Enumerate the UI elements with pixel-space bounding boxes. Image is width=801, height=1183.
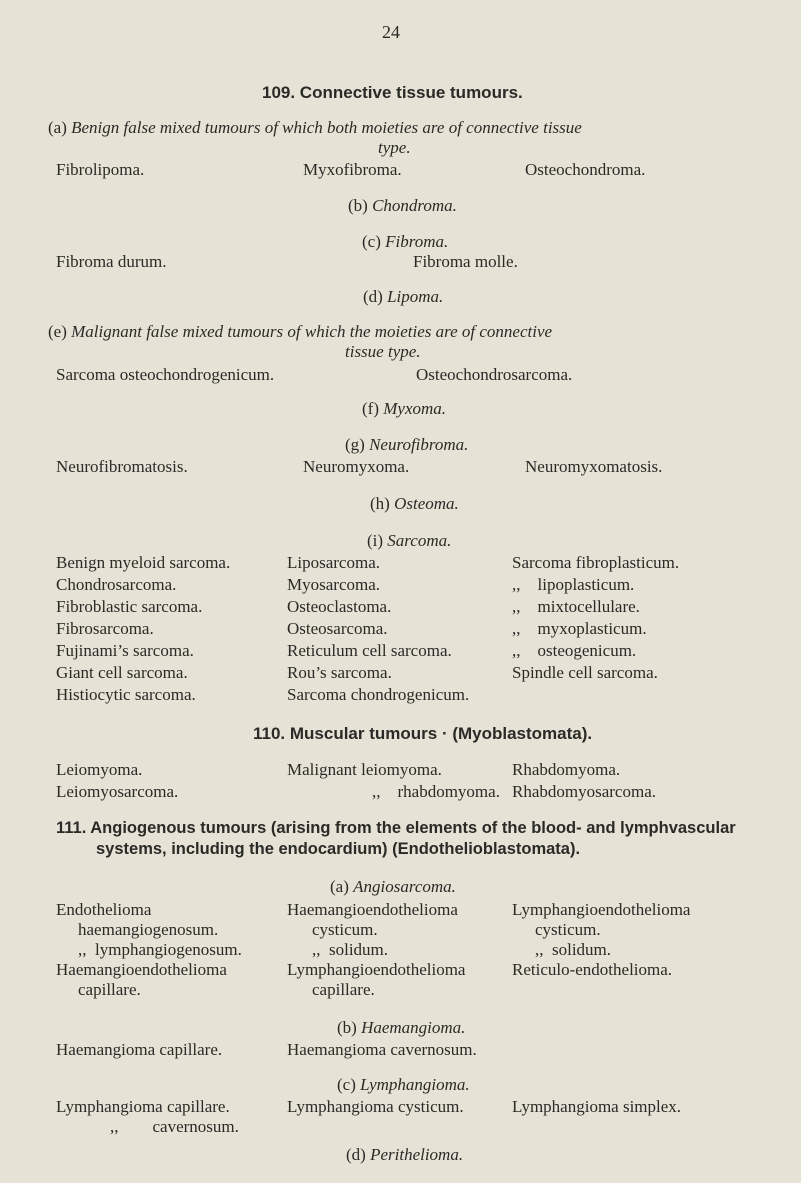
list-item: Myxofibroma. <box>303 160 402 179</box>
list-item: Osteochondroma. <box>525 160 646 179</box>
list-item: Lymphangioendothelioma <box>512 900 691 919</box>
subsection-a-line2: type. <box>378 138 411 157</box>
list-item: ,, solidum. <box>312 940 389 959</box>
list-item: Osteoclastoma. <box>287 597 392 616</box>
list-item: Histiocytic sarcoma. <box>56 685 196 704</box>
list-item: Fibroblastic sarcoma. <box>56 597 203 616</box>
section-111-heading-line2: systems, including the endocardium) (Endothelioblastomata). <box>96 840 581 858</box>
subsection-e-line2: tissue type. <box>345 342 421 361</box>
list-item: Reticulum cell sarcoma. <box>287 641 452 660</box>
subsection-f-label: (f) Myxoma. <box>362 399 447 418</box>
list-item: Sarcoma chondrogenicum. <box>287 685 470 704</box>
list-item: Reticulo-endothelioma. <box>512 960 673 979</box>
list-item: capillare. <box>78 980 141 999</box>
list-item: Haemangioendothelioma <box>56 960 227 979</box>
list-item: cysticum. <box>312 920 378 939</box>
subsection-g-label: (g) Neurofibroma. <box>345 435 469 454</box>
list-item: Fibrosarcoma. <box>56 619 154 638</box>
list-item: Lymphangioendothelioma <box>287 960 466 979</box>
list-item: Osteochondrosarcoma. <box>416 365 573 384</box>
subsection-111b-label: (b) Haemangioma. <box>337 1018 466 1037</box>
subsection-i-label: (i) Sarcoma. <box>367 531 452 550</box>
list-item: Fujinami’s sarcoma. <box>56 641 194 660</box>
page-number: 24 <box>382 22 400 42</box>
list-item: cysticum. <box>535 920 601 939</box>
subsection-111d-label: (d) Perithelioma. <box>346 1145 464 1164</box>
list-item: Rhabdomyoma. <box>512 760 621 779</box>
list-item: Lymphangioma capillare. <box>56 1097 230 1116</box>
list-item: Neuromyxomatosis. <box>525 457 663 476</box>
list-item: Chondrosarcoma. <box>56 575 177 594</box>
list-item: Benign myeloid sarcoma. <box>56 553 231 572</box>
list-item: haemangiogenosum. <box>78 920 219 939</box>
list-item: ,, mixtocellulare. <box>512 597 640 616</box>
list-item: Haemangioma capillare. <box>56 1040 223 1059</box>
list-item: Malignant leiomyoma. <box>287 760 442 779</box>
subsection-d-label: (d) Lipoma. <box>363 287 444 306</box>
list-item: ,, rhabdomyoma. <box>372 782 500 801</box>
list-item: Rou’s sarcoma. <box>287 663 392 682</box>
list-item: Myosarcoma. <box>287 575 381 594</box>
list-item: Fibrolipoma. <box>56 160 145 179</box>
list-item: Sarcoma osteochondrogenicum. <box>56 365 275 384</box>
list-item: Endothelioma <box>56 900 152 919</box>
list-item: capillare. <box>312 980 375 999</box>
list-item: Neurofibromatosis. <box>56 457 188 476</box>
list-item: ,, osteogenicum. <box>512 641 637 660</box>
subsection-c-label: (c) Fibroma. <box>362 232 449 251</box>
list-item: ,, lipoplasticum. <box>512 575 635 594</box>
list-item: Haemangioendothelioma <box>287 900 458 919</box>
subsection-h-label: (h) Osteoma. <box>370 494 459 513</box>
list-item: Leiomyoma. <box>56 760 143 779</box>
list-item: Leiomyosarcoma. <box>56 782 179 801</box>
list-item: Neuromyxoma. <box>303 457 410 476</box>
list-item: Sarcoma fibroplasticum. <box>512 553 680 572</box>
list-item: Haemangioma cavernosum. <box>287 1040 477 1059</box>
list-item: Rhabdomyosarcoma. <box>512 782 656 801</box>
subsection-111a-label: (a) Angiosarcoma. <box>330 877 456 896</box>
list-item: Lymphangioma simplex. <box>512 1097 682 1116</box>
list-item: ,, myxoplasticum. <box>512 619 647 638</box>
subsection-e-line1: (e) Malignant false mixed tumours of which the moieties are of connective <box>48 322 553 341</box>
list-item: Lymphangioma cysticum. <box>287 1097 464 1116</box>
subsection-a-line1: (a) Benign false mixed tumours of which both moieties are of connective tissue <box>48 118 582 137</box>
list-item: ,, cavernosum. <box>110 1117 239 1136</box>
section-110-heading: 110. Muscular tumours · (Myoblastomata). <box>253 724 593 743</box>
list-item: Fibroma molle. <box>413 252 518 271</box>
section-109-heading: 109. Connective tissue tumours. <box>262 83 523 102</box>
subsection-b-label: (b) Chondroma. <box>348 196 457 215</box>
list-item: Spindle cell sarcoma. <box>512 663 658 682</box>
list-item: Giant cell sarcoma. <box>56 663 188 682</box>
list-item: Liposarcoma. <box>287 553 380 572</box>
list-item: Osteosarcoma. <box>287 619 388 638</box>
section-111-heading-line1: 111. Angiogenous tumours (arising from the elements of the blood- and lymphvascular <box>56 819 736 837</box>
list-item: ,, lymphangiogenosum. <box>78 940 242 959</box>
list-item: Fibroma durum. <box>56 252 167 271</box>
subsection-111c-label: (c) Lymphangioma. <box>337 1075 470 1094</box>
list-item: ,, solidum. <box>535 940 612 959</box>
